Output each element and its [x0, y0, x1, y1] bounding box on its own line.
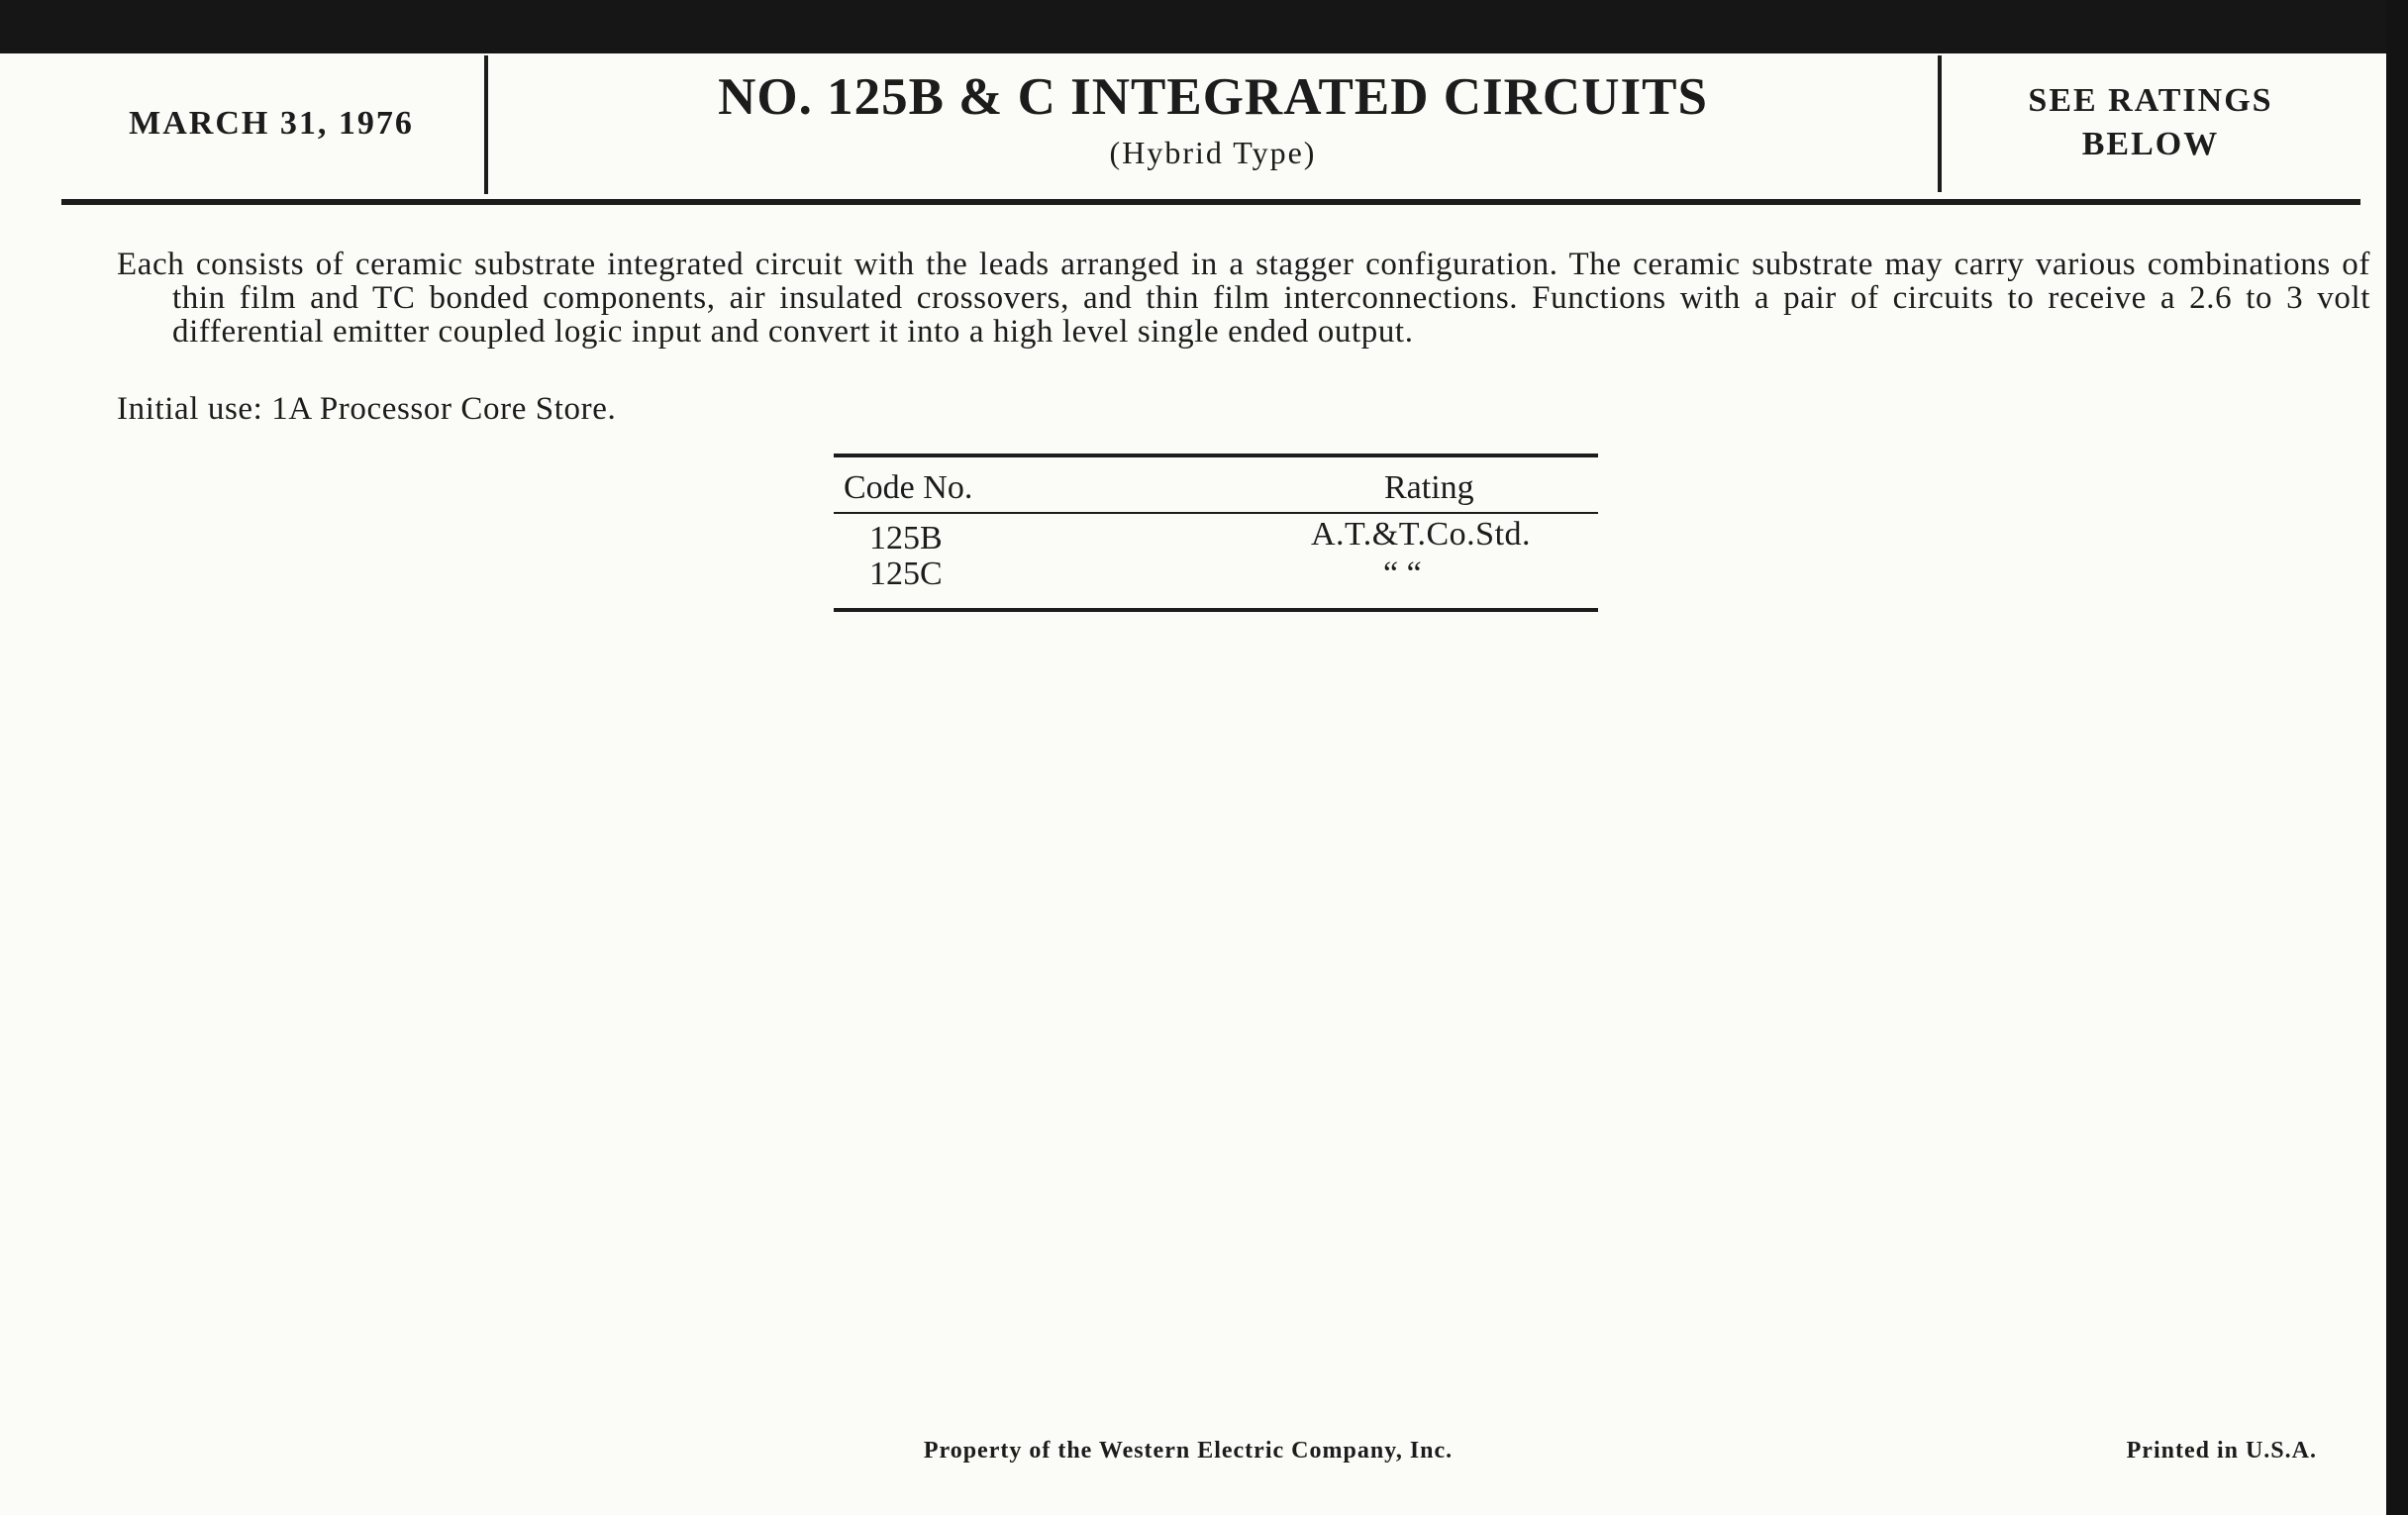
page-title: NO. 125B & C INTEGRATED CIRCUITS [718, 68, 1708, 126]
table-cell-rating: “ “ [1383, 556, 1422, 592]
column-header-rating: Rating [1384, 469, 1474, 506]
initial-use-text: Initial use: 1A Processor Core Store. [117, 391, 617, 427]
data-sheet-card [0, 53, 2386, 1515]
header-divider-left [484, 55, 488, 194]
scan-border-right [2386, 0, 2408, 1515]
page-subtitle: (Hybrid Type) [1109, 135, 1317, 170]
scan-border-top [0, 0, 2408, 55]
table-cell-code: 125B [869, 520, 943, 556]
printed-notice: Printed in U.S.A. [2126, 1438, 2317, 1464]
table-cell-rating: A.T.&T.Co.Std. [1311, 516, 1532, 553]
description-paragraph: Each consists of ceramic substrate integrated circuit with the leads arranged in a stagger configuration. The ceramic substrate may carry various combinations of thin film and TC bonded components, air insulated crossovers, and thin film interconnections. Functions with a pair of circuits to receive a 2.6 to 3 volt differential emitter coupled logic input and convert it into a high level single ended output. [117, 247, 2370, 350]
issue-date: MARCH 31, 1976 [129, 105, 414, 142]
header-divider-right [1938, 55, 1942, 192]
table-cell-code: 125C [869, 556, 943, 592]
property-notice: Property of the Western Electric Company, Inc. [923, 1438, 1454, 1464]
ratings-note-line1: SEE RATINGS [2028, 82, 2273, 119]
ratings-note-line2: BELOW [2081, 126, 2220, 162]
table-bottom-rule [834, 608, 1598, 612]
table-top-rule [834, 454, 1598, 457]
header-rule [61, 199, 2360, 205]
ratings-note [1949, 79, 2353, 166]
table-header-rule [834, 512, 1598, 514]
column-header-code: Code No. [844, 469, 973, 506]
